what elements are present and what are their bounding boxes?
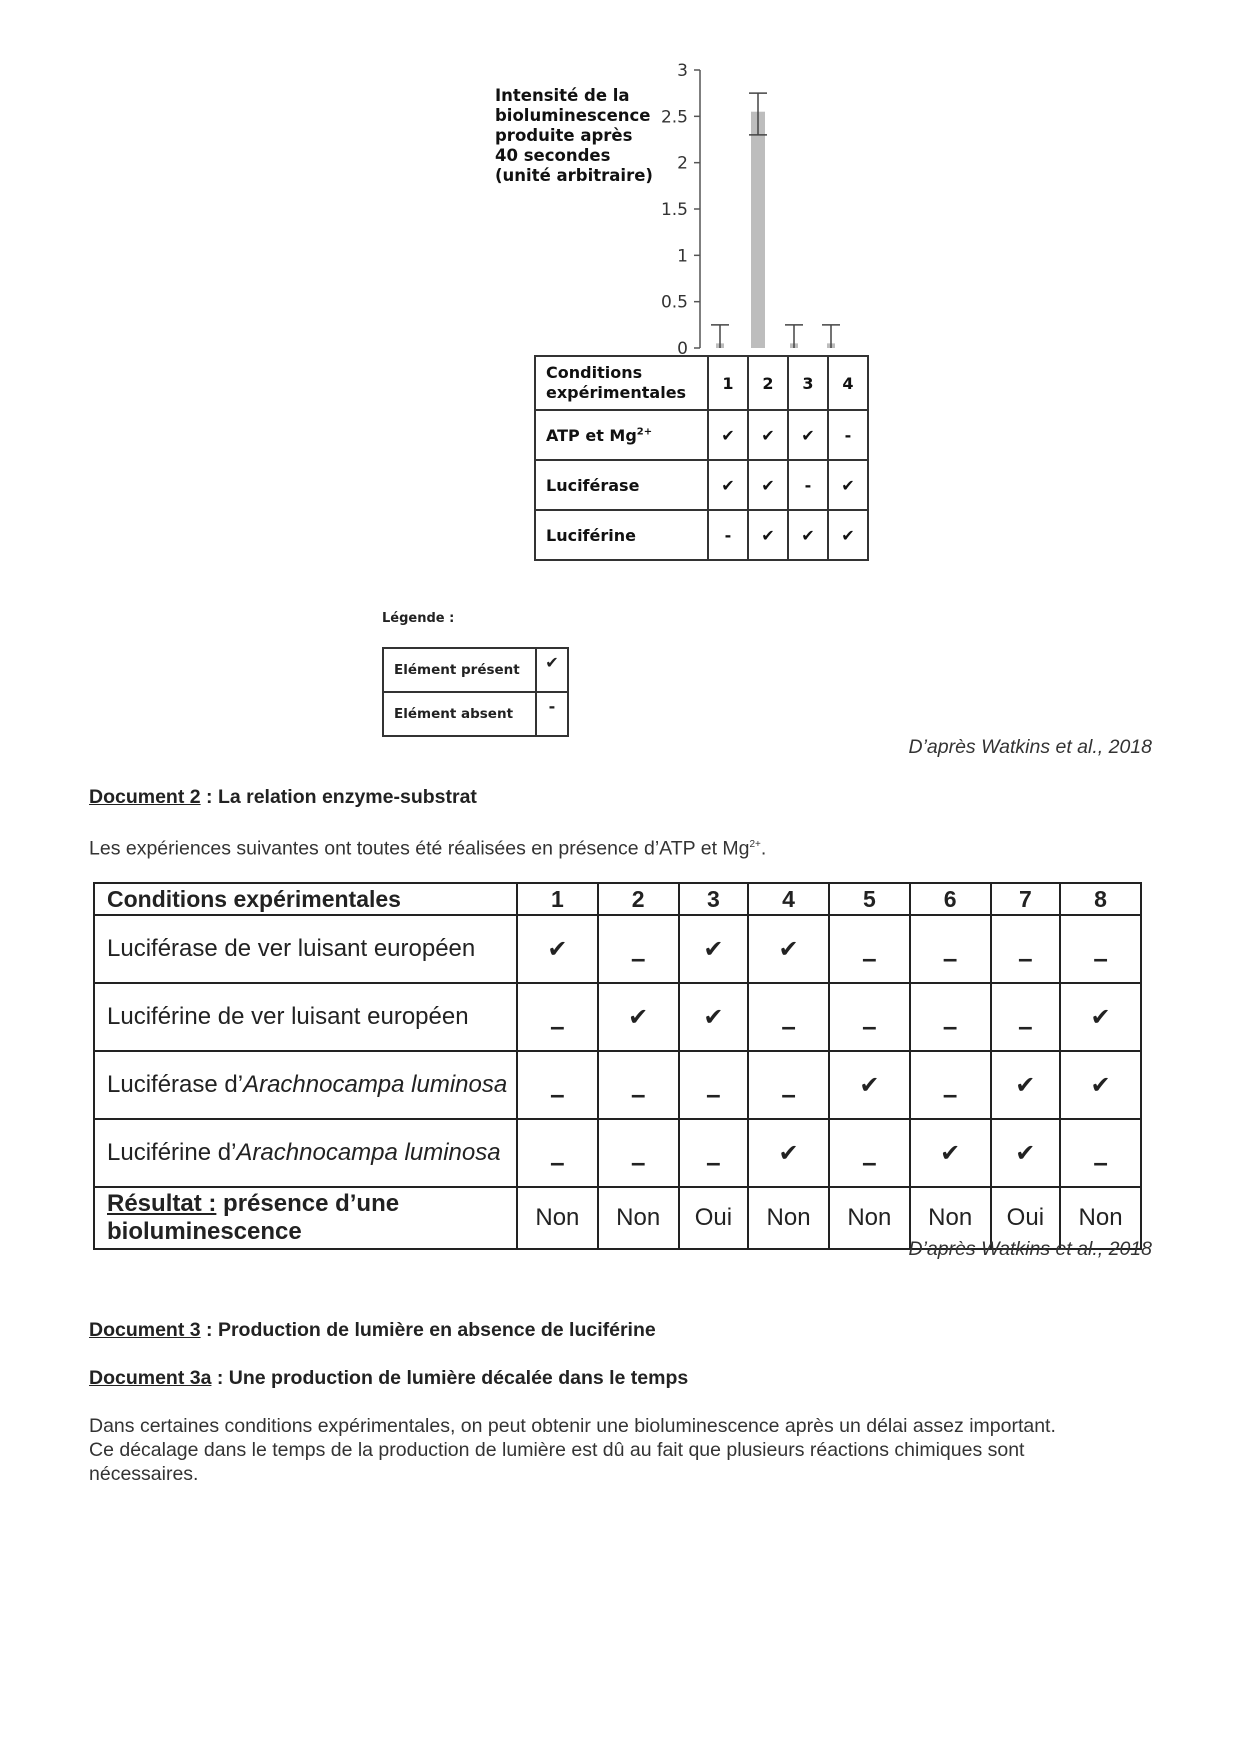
document3-title-prefix: Document 3 [89, 1319, 201, 1341]
check-cell: – [598, 915, 679, 983]
paragraph-line: Dans certaines conditions expérimentales, on peut obtenir une bioluminescence après un délai assez important. [89, 1415, 1056, 1437]
legend-table [382, 647, 569, 737]
bar [751, 112, 765, 348]
check-cell: ✔ [679, 983, 749, 1051]
conditions-header-row [535, 356, 868, 410]
check-cell: ✔ [910, 1119, 991, 1187]
check-cell: ✔ [1060, 1051, 1141, 1119]
intro-end: . [760, 837, 767, 860]
check-cell: – [829, 1119, 910, 1187]
check-cell: ✔ [828, 510, 868, 560]
document2-title-suffix: : La relation enzyme-substrat [200, 786, 477, 808]
check-cell: - [788, 460, 828, 510]
y-tick-label: 3 [677, 61, 688, 81]
bioluminescence-bar-chart [480, 58, 870, 358]
column-number: 7 [991, 883, 1061, 915]
check-cell: ✔ [708, 460, 748, 510]
row-label [94, 1119, 517, 1187]
document3a-title-suffix: : Une production de lumière décalée dans le temps [211, 1367, 689, 1389]
column-number: 4 [828, 356, 868, 410]
document3-title-suffix: : Production de lumière en absence de luciférine [200, 1319, 656, 1341]
paragraph-line: Ce décalage dans le temps de la production de lumière est dû au fait que plusieurs réactions chimiques sont [89, 1439, 1025, 1461]
result-cell: Non [598, 1187, 679, 1249]
row-label-text: Luciférase d’ [107, 1071, 244, 1098]
row-label [535, 410, 708, 460]
legend-absent-symbol: - [536, 692, 568, 736]
check-cell: ✔ [598, 983, 679, 1051]
table-row [535, 410, 868, 460]
document3a-title-prefix: Document 3a [89, 1367, 212, 1389]
legend-row [383, 648, 568, 692]
check-cell: – [748, 983, 829, 1051]
check-cell: ✔ [708, 410, 748, 460]
result-cell: Non [910, 1187, 991, 1249]
row-label-text: Luciférine de ver luisant européen [107, 1003, 469, 1030]
row-label [94, 915, 517, 983]
row-label-text: Luciférase de ver luisant européen [107, 935, 476, 962]
row-label: Luciférine [535, 510, 708, 560]
intro-text: Les expériences suivantes ont toutes été réalisées en présence d’ATP et Mg [89, 837, 750, 860]
check-cell: – [991, 915, 1061, 983]
column-number: 3 [788, 356, 828, 410]
legend-title: Légende : [382, 611, 455, 626]
check-cell: – [517, 1051, 598, 1119]
document3a-paragraph [89, 1414, 1056, 1486]
document2-intro [89, 833, 766, 861]
experiments-header-row [94, 883, 1141, 915]
result-cell: Oui [991, 1187, 1061, 1249]
result-label-underlined: Résultat : [107, 1190, 217, 1217]
conditions-header-label [535, 356, 708, 410]
check-cell: – [829, 983, 910, 1051]
check-cell: ✔ [991, 1051, 1061, 1119]
y-label-line: 40 secondes [495, 146, 611, 165]
y-label-line: produite après [495, 126, 633, 145]
check-cell: ✔ [748, 510, 788, 560]
row-label-species: Arachnocampa luminosa [243, 1071, 508, 1098]
row-label [94, 983, 517, 1051]
result-cell: Oui [679, 1187, 749, 1249]
check-cell: – [829, 915, 910, 983]
column-number: 1 [708, 356, 748, 410]
y-tick-label: 0 [677, 339, 688, 358]
check-cell: ✔ [991, 1119, 1061, 1187]
column-number: 6 [910, 883, 991, 915]
credit-doc2: D’après Watkins et al., 2018 [908, 1238, 1152, 1260]
result-cell: Non [748, 1187, 829, 1249]
legend-absent-label: Elément absent [383, 692, 536, 736]
row-label [94, 1051, 517, 1119]
column-number: 3 [679, 883, 749, 915]
intro-sup: 2+ [749, 839, 761, 850]
y-label-line: (unité arbitraire) [495, 166, 653, 185]
table-row [94, 1119, 1141, 1187]
check-cell: – [679, 1119, 749, 1187]
document2-title-prefix: Document 2 [89, 786, 201, 808]
check-cell: – [598, 1119, 679, 1187]
column-number: 1 [517, 883, 598, 915]
row-label-text: ATP et Mg [546, 425, 637, 445]
table-row [535, 510, 868, 560]
table-row [535, 460, 868, 510]
check-cell: ✔ [829, 1051, 910, 1119]
table-row [94, 915, 1141, 983]
experiments-table [93, 882, 1142, 1250]
check-cell: ✔ [679, 915, 749, 983]
credit-doc1: D’après Watkins et al., 2018 [908, 736, 1152, 758]
check-cell: ✔ [828, 460, 868, 510]
check-cell: ✔ [517, 915, 598, 983]
check-cell: – [517, 983, 598, 1051]
y-label-line: bioluminescence [495, 106, 651, 125]
column-number: 4 [748, 883, 829, 915]
check-cell: – [910, 1051, 991, 1119]
row-label-species: Arachnocampa luminosa [236, 1139, 501, 1166]
row-label-sup: 2+ [636, 426, 653, 438]
check-cell: ✔ [748, 460, 788, 510]
row-label-text: Luciférine d’ [107, 1139, 237, 1166]
table-row [94, 983, 1141, 1051]
legend-present-symbol: ✔ [536, 648, 568, 692]
column-number: 2 [598, 883, 679, 915]
document3-title [89, 1319, 656, 1342]
result-label-rest: présence d’une bioluminescence [107, 1190, 400, 1245]
experiments-header-label: Conditions expérimentales [94, 883, 517, 915]
check-cell: – [1060, 1119, 1141, 1187]
result-cell: Non [1060, 1187, 1141, 1249]
result-cell: Non [517, 1187, 598, 1249]
check-cell: ✔ [788, 510, 828, 560]
check-cell: ✔ [748, 410, 788, 460]
check-cell: – [991, 983, 1061, 1051]
check-cell: - [828, 410, 868, 460]
table-row [94, 1051, 1141, 1119]
y-tick-label: 1 [677, 246, 688, 267]
check-cell: ✔ [748, 1119, 829, 1187]
paragraph-line: nécessaires. [89, 1463, 199, 1485]
document2-title [89, 786, 477, 809]
legend-row [383, 692, 568, 736]
check-cell: ✔ [748, 915, 829, 983]
check-cell: ✔ [1060, 983, 1141, 1051]
column-number: 5 [829, 883, 910, 915]
check-cell: – [748, 1051, 829, 1119]
y-tick-label: 1.5 [660, 200, 688, 220]
header-line: expérimentales [546, 383, 687, 402]
document3a-title [89, 1367, 688, 1390]
column-number: 2 [748, 356, 788, 410]
check-cell: - [708, 510, 748, 560]
y-tick-label: 2 [677, 153, 688, 174]
check-cell: – [910, 915, 991, 983]
check-cell: – [679, 1051, 749, 1119]
header-line: Conditions [546, 363, 643, 382]
check-cell: – [910, 983, 991, 1051]
y-tick-label: 2.5 [660, 107, 688, 128]
conditions-table [534, 355, 869, 561]
y-tick-label: 0.5 [660, 292, 688, 313]
result-cell: Non [829, 1187, 910, 1249]
row-label: Luciférase [535, 460, 708, 510]
column-number: 8 [1060, 883, 1141, 915]
check-cell: – [1060, 915, 1141, 983]
check-cell: – [517, 1119, 598, 1187]
y-label-line: Intensité de la [495, 86, 630, 105]
check-cell: ✔ [788, 410, 828, 460]
legend-present-label: Elément présent [383, 648, 536, 692]
result-label [94, 1187, 517, 1249]
check-cell: – [598, 1051, 679, 1119]
